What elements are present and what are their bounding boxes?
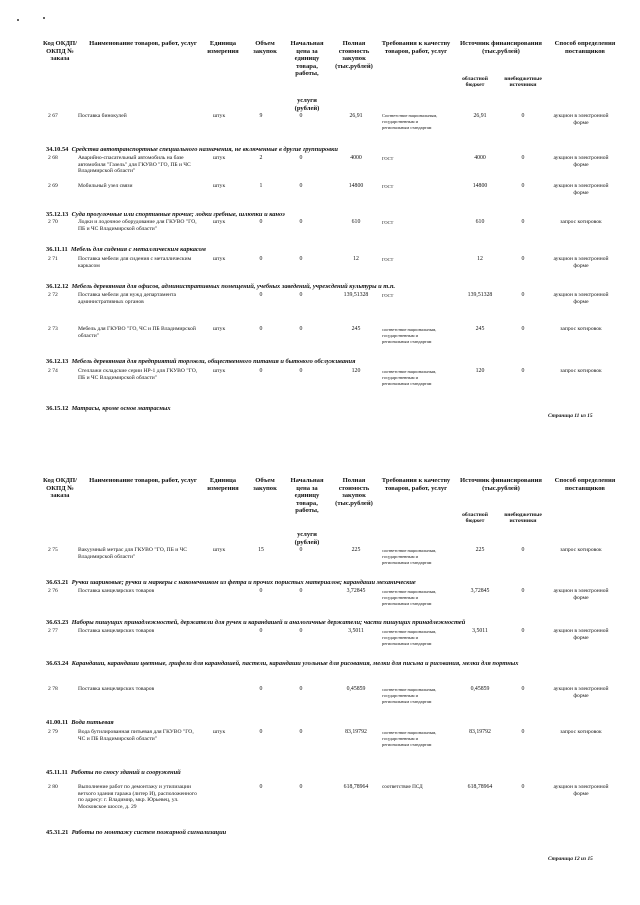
header-volume: Объем закупок xyxy=(253,40,277,55)
group-code: 34.10.54 xyxy=(46,146,69,153)
group-title: Работы по сносу зданий и сооружений xyxy=(70,769,181,776)
header-name: Наименование товаров, работ, услуг xyxy=(89,477,197,484)
group-heading xyxy=(46,660,626,667)
row-total: 3,5011 xyxy=(348,628,364,634)
page-number: Страница 12 из 15 xyxy=(548,856,593,862)
group-heading xyxy=(46,719,626,726)
group-code: 36.12.13 xyxy=(46,358,69,365)
row-requirement: ГОСТ xyxy=(382,156,394,161)
row-unit: штук xyxy=(213,113,226,119)
header-method: Способ определения поставщиков xyxy=(554,477,616,492)
group-title: Мебель деревянная для офисов, административных помещений, учебных заведений, учреждений культуры и т.п. xyxy=(71,283,396,290)
row-total: 225 xyxy=(351,547,361,553)
row-regional: 26,91 xyxy=(473,113,487,119)
row-total: 120 xyxy=(351,368,361,374)
row-offbudget: 0 xyxy=(521,326,525,332)
group-code: 45.31.21 xyxy=(46,829,69,836)
row-total: 0,45859 xyxy=(346,686,366,692)
row-code: 2 74 xyxy=(48,368,58,374)
row-requirement: соответствие национальным, государственным и региональным стандартам xyxy=(382,629,437,646)
row-unit: штук xyxy=(213,729,226,735)
page-number: Страница 11 из 15 xyxy=(548,413,593,419)
row-price: 0 xyxy=(299,155,303,161)
row-requirement: ГОСТ xyxy=(382,293,394,298)
row-name: Стеллажи складские серии НР-1 для ГКУВО "ГО, ПБ и ЧС Владимирской области" xyxy=(78,368,198,381)
row-unit: штук xyxy=(213,219,226,225)
group-code: 36.15.12 xyxy=(46,405,69,412)
row-price: 0 xyxy=(299,113,303,119)
row-method: аукцион в электронной форме xyxy=(553,628,609,641)
row-volume: 9 xyxy=(259,113,263,119)
row-requirement: Соответствие национальным, государственным и региональным стандартам xyxy=(382,113,438,130)
group-title: Мебель для сидения с металлическим каркасом xyxy=(70,246,206,253)
row-unit: штук xyxy=(213,183,226,189)
row-total: 4000 xyxy=(350,155,362,161)
group-title: Наборы пишущих принадлежностей, держатели для ручек и карандашей и аналогичные держатели; части пишущих принадлежностей xyxy=(71,619,466,626)
row-volume: 15 xyxy=(258,547,264,553)
row-regional: 610 xyxy=(475,219,485,225)
header-price-tail: услуги (рублей) xyxy=(294,531,320,546)
row-method: запрос котировок xyxy=(560,368,602,374)
row-method: аукцион в электронной форме xyxy=(553,113,609,126)
group-code: 35.12.13 xyxy=(46,211,69,218)
group-title: Суда прогулочные или спортивные прочие; лодки гребные, шлюпки и каноэ xyxy=(71,211,285,218)
row-method: запрос котировок xyxy=(560,219,602,225)
row-price: 0 xyxy=(299,588,303,594)
group-heading xyxy=(46,405,626,412)
header-regional: областной бюджет xyxy=(462,512,488,525)
row-price: 0 xyxy=(299,628,303,634)
group-heading xyxy=(46,769,626,776)
row-total: 139,51328 xyxy=(343,292,369,298)
group-code: 36.63.23 xyxy=(46,619,69,626)
row-price: 0 xyxy=(299,547,303,553)
row-method: аукцион в электронной форме xyxy=(553,784,609,797)
header-unit: Единица измерения xyxy=(207,40,239,55)
row-volume: 0 xyxy=(259,326,263,332)
row-requirement: соответствие национальным, государственным и региональным стандартам xyxy=(382,730,437,747)
row-name: Поставка канцелярских товаров xyxy=(78,588,155,594)
row-volume: 0 xyxy=(259,784,263,790)
row-unit: штук xyxy=(213,155,226,161)
row-code: 2 71 xyxy=(48,256,58,262)
row-regional: 83,19792 xyxy=(469,729,491,735)
row-volume: 0 xyxy=(259,628,263,634)
row-code: 2 77 xyxy=(48,628,58,634)
row-regional: 618,78964 xyxy=(467,784,493,790)
row-requirement: соответствие национальным, государственным и региональным стандартам xyxy=(382,687,437,704)
row-offbudget: 0 xyxy=(521,784,525,790)
row-volume: 2 xyxy=(259,155,263,161)
row-volume: 1 xyxy=(259,183,263,189)
scan-speck xyxy=(17,19,19,21)
row-offbudget: 0 xyxy=(521,729,525,735)
row-requirement: соответствие национальным, государственным и региональным стандартам xyxy=(382,548,437,565)
group-code: 41.00.11 xyxy=(46,719,69,726)
row-offbudget: 0 xyxy=(521,368,525,374)
row-offbudget: 0 xyxy=(521,113,525,119)
header-price-tail: услуги (рублей) xyxy=(294,97,320,112)
header-quality: Требования к качеству товаров, работ, услуг xyxy=(381,40,451,55)
row-volume: 0 xyxy=(259,729,263,735)
row-offbudget: 0 xyxy=(521,183,525,189)
row-method: аукцион в электронной форме xyxy=(553,686,609,699)
row-total: 26,91 xyxy=(349,113,363,119)
row-regional: 245 xyxy=(475,326,485,332)
row-code: 2 76 xyxy=(48,588,58,594)
row-unit: штук xyxy=(213,368,226,374)
row-name: Поставка бинокулей xyxy=(78,113,127,119)
group-heading xyxy=(46,358,626,365)
group-code: 36.63.21 xyxy=(46,579,69,586)
row-requirement: соответствие национальным, государственным и региональным стандартам xyxy=(382,327,437,344)
row-regional: 0,45859 xyxy=(470,686,490,692)
row-price: 0 xyxy=(299,183,303,189)
row-regional: 3,5011 xyxy=(472,628,488,634)
header-unit: Единица измерения xyxy=(207,477,239,492)
group-heading xyxy=(46,283,626,290)
header-name: Наименование товаров, работ, услуг xyxy=(89,40,197,47)
row-offbudget: 0 xyxy=(521,155,525,161)
scan-speck xyxy=(43,17,45,19)
header-regional: областной бюджет xyxy=(462,76,488,89)
header-total: Полная стоимость закупок (тыс.рублей) xyxy=(335,40,373,70)
row-volume: 0 xyxy=(259,219,263,225)
row-total: 618,78964 xyxy=(343,784,369,790)
row-price: 0 xyxy=(299,292,303,298)
row-name: Выполнение работ по демонтажу и утилизации ветхого здания гаража (литер И), расположенного по адресу: г. Владимир, мкр. Юрьевец, ул. Московское шоссе, д. 29 xyxy=(78,784,197,810)
group-heading xyxy=(46,579,626,586)
row-requirement: соответствие ПСД xyxy=(382,784,423,790)
row-volume: 0 xyxy=(259,292,263,298)
row-offbudget: 0 xyxy=(521,547,525,553)
header-price: Начальная цена за единицу товара, работы, xyxy=(290,477,324,515)
header-source: Источник финансирования (тыс.рублей) xyxy=(460,40,542,55)
row-regional: 4000 xyxy=(474,155,486,161)
row-code: 2 70 xyxy=(48,219,58,225)
row-total: 83,19792 xyxy=(345,729,367,735)
row-regional: 12 xyxy=(477,256,483,262)
header-code: Код ОКДП/ ОКПД № заказа xyxy=(43,40,77,63)
group-code: 36.11.11 xyxy=(46,246,68,253)
row-name: Мобильный узел связи xyxy=(78,183,133,189)
row-total: 12 xyxy=(353,256,359,262)
row-total: 610 xyxy=(351,219,361,225)
group-title: Карандаши, карандаши цветные, грифели для карандашей, пастели, карандаши угольные для рисования, мелки для письма и рисования, мелки для портных xyxy=(71,660,519,667)
row-method: аукцион в электронной форме xyxy=(553,183,609,196)
row-method: аукцион в электронной форме xyxy=(553,292,609,305)
header-offbudget: внебюджетные источники xyxy=(504,512,542,525)
row-requirement: ГОСТ xyxy=(382,220,394,225)
group-code: 36.63.24 xyxy=(46,660,69,667)
group-heading xyxy=(46,146,626,153)
row-regional: 120 xyxy=(475,368,485,374)
header-code: Код ОКДП/ ОКПД № заказа xyxy=(43,477,77,500)
header-total: Полная стоимость закупок (тыс.рублей) xyxy=(335,477,373,507)
row-name: Вакуумный метрас для ГКУВО "ГО, ПБ и ЧС Владимирской области" xyxy=(78,547,187,560)
row-code: 2 69 xyxy=(48,183,58,189)
row-total: 14800 xyxy=(348,183,364,189)
row-regional: 3,72845 xyxy=(470,588,490,594)
row-code: 2 78 xyxy=(48,686,58,692)
group-heading xyxy=(46,246,626,253)
row-method: аукцион в электронной форме xyxy=(553,155,609,168)
row-unit: штук xyxy=(213,256,226,262)
header-quality: Требования к качеству товаров, работ, услуг xyxy=(381,477,451,492)
group-title: Средства автотранспортные специального назначения, не включенные в другие группировки xyxy=(71,146,338,153)
group-title: Ручки шариковые; ручки и маркеры с наконечником из фетра и прочих пористых материалов; карандаши механические xyxy=(71,579,416,586)
row-unit: штук xyxy=(213,547,226,553)
group-title: Матрасы, кроме основ матрасных xyxy=(71,405,171,412)
row-code: 2 68 xyxy=(48,155,58,161)
row-offbudget: 0 xyxy=(521,588,525,594)
row-offbudget: 0 xyxy=(521,628,525,634)
row-method: аукцион в электронной форме xyxy=(553,256,609,269)
row-volume: 0 xyxy=(259,368,263,374)
row-regional: 14800 xyxy=(472,183,488,189)
row-volume: 0 xyxy=(259,256,263,262)
row-unit: штук xyxy=(213,326,226,332)
row-regional: 225 xyxy=(475,547,485,553)
row-price: 0 xyxy=(299,326,303,332)
row-volume: 0 xyxy=(259,686,263,692)
header-method: Способ определения поставщиков xyxy=(554,40,616,55)
row-name: Вода бутилированная питьевая для ГКУВО "ГО, ЧС и ПБ Владимирской области" xyxy=(78,729,194,742)
header-volume: Объем закупок xyxy=(253,477,277,492)
row-name: Поставка мебели для нужд департамента административных органов xyxy=(78,292,177,305)
row-code: 2 73 xyxy=(48,326,58,332)
header-price: Начальная цена за единицу товара, работы, xyxy=(290,40,324,78)
row-code: 2 72 xyxy=(48,292,58,298)
row-price: 0 xyxy=(299,686,303,692)
row-requirement: соответствие национальным, государственным и региональным стандартам xyxy=(382,369,437,386)
row-method: запрос котировок xyxy=(560,326,602,332)
group-title: Работы по монтажу систем пожарной сигнализации xyxy=(71,829,227,836)
group-heading xyxy=(46,619,626,626)
row-price: 0 xyxy=(299,784,303,790)
row-name: Мебель для ГКУВО "ГО, ЧС и ПБ Владимирской области" xyxy=(78,326,196,339)
row-requirement: ГОСТ xyxy=(382,184,394,189)
row-name: Лодки и лодочное оборудование для ГКУВО "ГО, ПБ и ЧС Владимирской области" xyxy=(78,219,197,232)
row-offbudget: 0 xyxy=(521,292,525,298)
row-method: аукцион в электронной форме xyxy=(553,588,609,601)
row-requirement: ГОСТ xyxy=(382,257,394,262)
row-code: 2 79 xyxy=(48,729,58,735)
row-total: 245 xyxy=(351,326,361,332)
row-requirement: соответствие национальным, государственным и региональным стандартам xyxy=(382,589,437,606)
group-heading xyxy=(46,829,626,836)
row-code: 2 75 xyxy=(48,547,58,553)
group-title: Мебель деревянная для предприятий торговли, общественного питания и бытового обслуживания xyxy=(71,358,356,365)
row-price: 0 xyxy=(299,219,303,225)
group-code: 36.12.12 xyxy=(46,283,69,290)
row-price: 0 xyxy=(299,256,303,262)
row-total: 3,72845 xyxy=(346,588,366,594)
row-price: 0 xyxy=(299,368,303,374)
row-offbudget: 0 xyxy=(521,219,525,225)
group-heading xyxy=(46,211,626,218)
row-offbudget: 0 xyxy=(521,256,525,262)
header-source: Источник финансирования (тыс.рублей) xyxy=(460,477,542,492)
header-offbudget: внебюджетные источники xyxy=(504,76,542,89)
row-name: Поставка канцелярских товаров xyxy=(78,686,155,692)
row-code: 2 80 xyxy=(48,784,58,790)
group-title: Вода питьевая xyxy=(71,719,114,726)
row-name: Аварийно-спасательный автомобиль на базе автомобиля "Газель" для ГКУВО "ГО, ПБ и ЧС Владимирской области" xyxy=(78,155,191,175)
group-code: 45.11.11 xyxy=(46,769,68,776)
row-name: Поставка мебели для сидения с металлическим каркасом xyxy=(78,256,192,269)
row-price: 0 xyxy=(299,729,303,735)
row-offbudget: 0 xyxy=(521,686,525,692)
row-volume: 0 xyxy=(259,588,263,594)
row-regional: 139,51328 xyxy=(467,292,493,298)
row-method: запрос котировок xyxy=(560,547,602,553)
row-method: запрос котировок xyxy=(560,729,602,735)
row-code: 2 67 xyxy=(48,113,58,119)
row-name: Поставка канцелярских товаров xyxy=(78,628,155,634)
